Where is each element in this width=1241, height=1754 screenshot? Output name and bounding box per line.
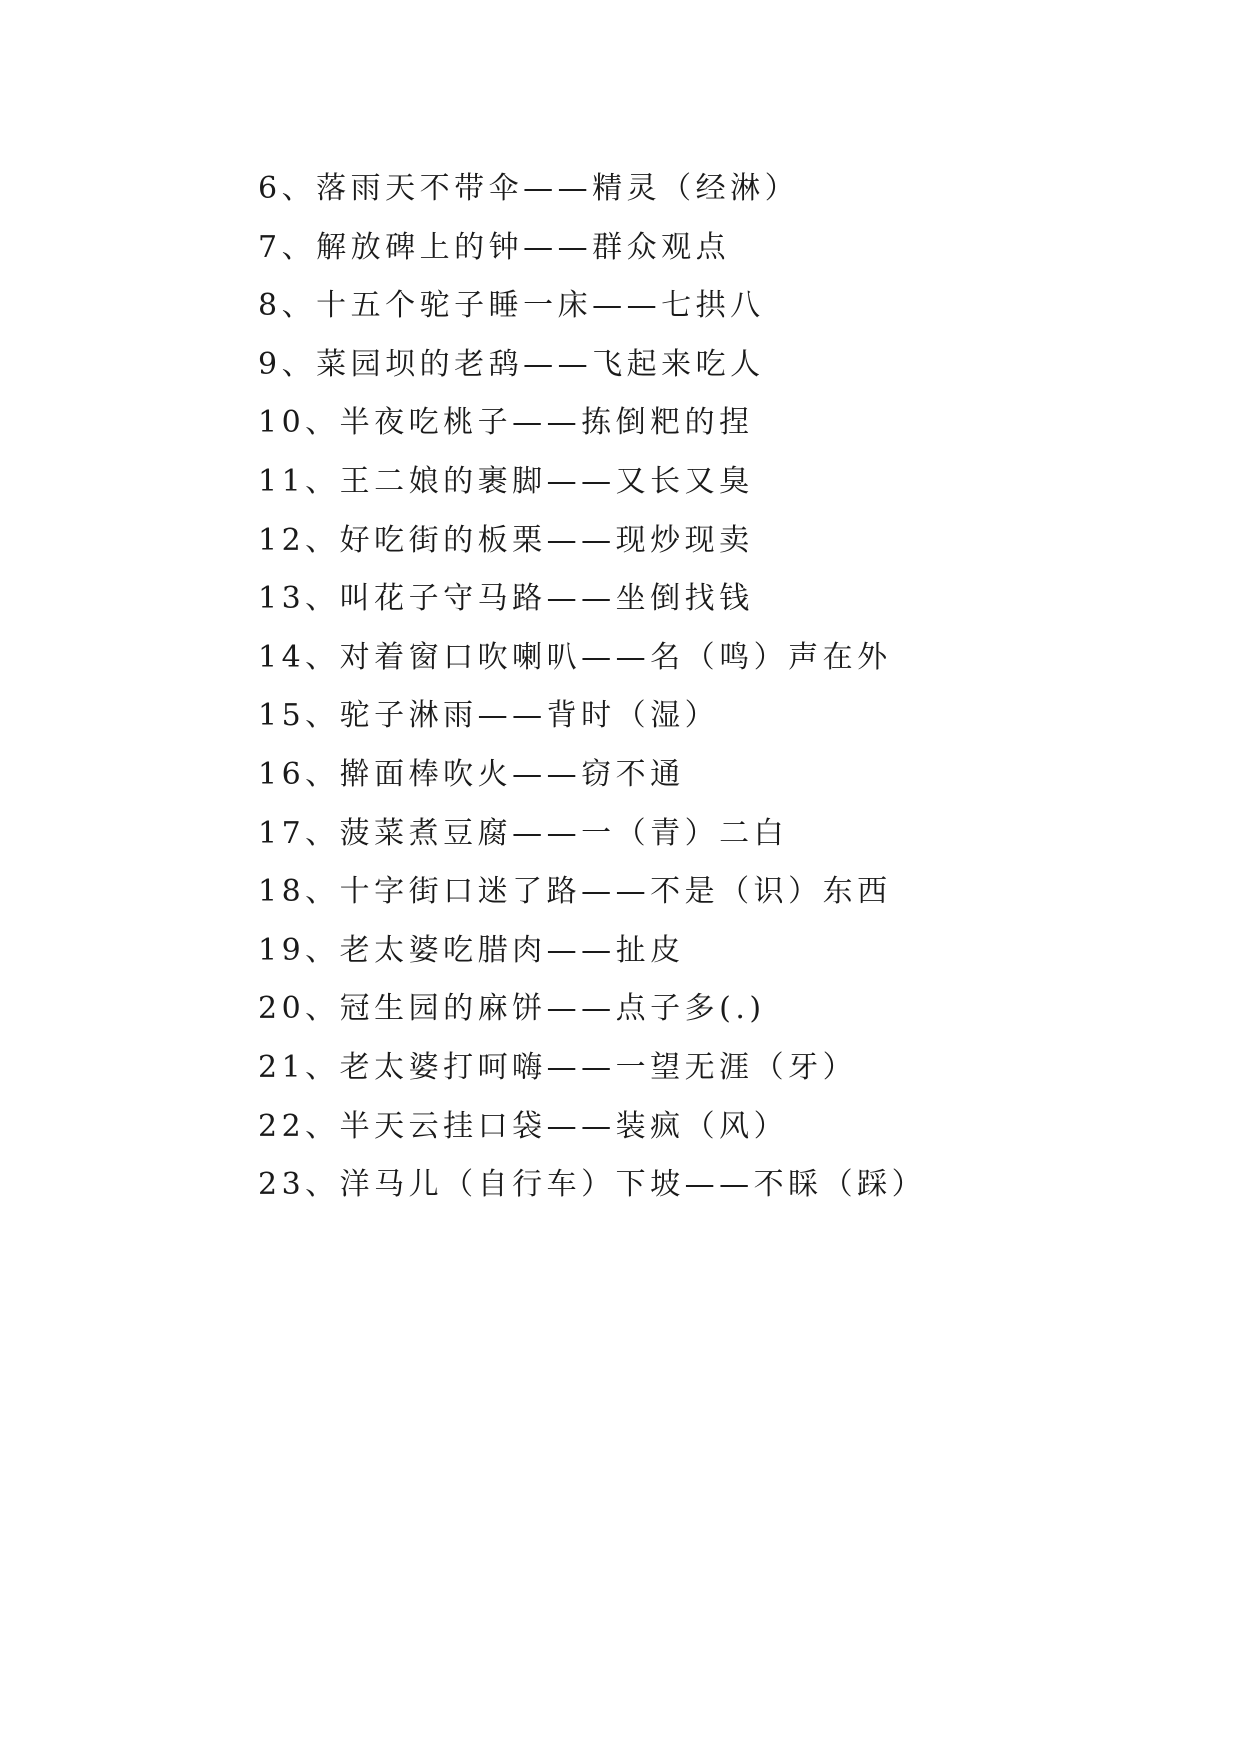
list-item: 13、叫花子守马路——坐倒找钱 xyxy=(258,581,754,617)
list-item: 16、擀面棒吹火——窃不通 xyxy=(258,756,685,792)
list-item: 18、十字街口迷了路——不是（识）东西 xyxy=(258,874,892,910)
list-item: 15、驼子淋雨——背时（湿） xyxy=(258,698,720,734)
list-item: 9、菜园坝的老鸹——飞起来吃人 xyxy=(258,346,765,382)
list-item: 23、洋马儿（自行车）下坡——不睬（踩） xyxy=(258,1167,927,1203)
list-item: 10、半夜吃桃子——拣倒粑的捏 xyxy=(258,405,754,441)
list-item: 8、十五个驼子睡一床——七拱八 xyxy=(258,288,765,324)
list-item: 17、菠菜煮豆腐——一（青）二白 xyxy=(258,815,789,851)
saying-list xyxy=(258,160,1158,1215)
list-item: 6、落雨天不带伞——精灵（经淋） xyxy=(258,171,800,206)
list-item: 7、解放碑上的钟——群众观点 xyxy=(258,229,731,265)
list-item: 11、王二娘的裹脚——又长又臭 xyxy=(258,463,754,499)
list-item: 19、老太婆吃腊肉——扯皮 xyxy=(258,932,685,968)
list-item: 21、老太婆打呵嗨——一望无涯（牙） xyxy=(258,1049,858,1085)
list-item: 12、好吃街的板栗——现炒现卖 xyxy=(258,522,754,558)
list-item: 20、冠生园的麻饼——点子多(.) xyxy=(258,991,766,1027)
list-item: 22、半天云挂口袋——装疯（风） xyxy=(258,1108,789,1144)
list-item: 14、对着窗口吹喇叭——名（鸣）声在外 xyxy=(258,639,892,675)
